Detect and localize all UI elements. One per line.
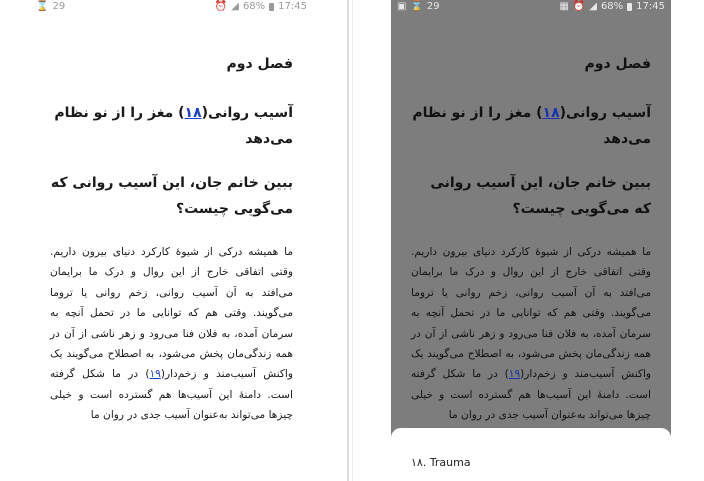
notification-count: 29 — [426, 1, 440, 12]
hourglass-icon: ⌛ — [36, 1, 49, 12]
footnote-link-18[interactable]: ۱۸ — [184, 105, 202, 121]
section-heading: آسیب روانی(۱۸) مغز را از نو نظام می‌دهد — [412, 105, 651, 147]
reader-screen-normal — [30, 0, 313, 481]
signal-icon: ◢ — [231, 1, 239, 12]
footnote-text: ۱۸. Trauma — [411, 456, 471, 469]
footnote-popup[interactable] — [391, 428, 671, 481]
battery-percent: 68% — [600, 1, 624, 12]
alarm-icon: ⏰ — [572, 1, 586, 12]
section-heading: آسیب روانی(۱۸) مغز را از نو نظام می‌دهد — [54, 105, 293, 147]
clock: 17:45 — [636, 1, 665, 12]
clock: 17:45 — [278, 1, 307, 12]
footnote-link-19[interactable]: ۱۹ — [508, 368, 521, 381]
status-bar — [30, 0, 313, 14]
footnote-link-18[interactable]: ۱۸ — [542, 105, 560, 121]
hourglass-icon: ⌛ — [410, 1, 423, 12]
chapter-title: فصل دوم — [226, 56, 293, 72]
signal-icon: ◢ — [589, 1, 597, 12]
battery-icon — [269, 3, 274, 11]
battery-percent: 68% — [242, 1, 266, 12]
alarm-icon: ⏰ — [214, 1, 228, 12]
chapter-title: فصل دوم — [584, 56, 651, 72]
battery-icon — [627, 3, 632, 11]
article-content — [411, 50, 651, 426]
question-heading: ببین خانم جان، این آسیب روانی که می‌گویی چیست؟ — [430, 175, 651, 217]
gallery-icon: ▣ — [397, 1, 407, 12]
screen-divider — [347, 0, 349, 481]
status-bar — [391, 0, 671, 14]
notification-count: 29 — [52, 1, 66, 12]
reader-screen-dimmed[interactable] — [391, 0, 671, 481]
article-content — [50, 50, 293, 426]
footnote-link-19[interactable]: ۱۹ — [149, 368, 161, 381]
body-paragraph: ما همیشه درکی از شیوهٔ کارکرد دنیای بیرون داریم. وقتی اتفاقی خارج از این روال و درک ما برایمان می‌افتد به آن آسیب روانی، زخم روانی یا تروما می‌گویند. وقتی هم که توانایی ما در تحمل آنچه به سرمان آمده، به فلان فنا می‌رود و زهر ناشی از آن در همه زندگی‌مان پخش می‌شود، به اصطلاح می‌گویند یک واکنش آسیب‌مند و زخم‌دار(۱۹) در ما شکل گرفته است. دامنهٔ این آسیب‌ها هم گسترده است و خیلی چیزها می‌تواند به‌عنوان آسیب جدی در روان ما — [411, 246, 652, 422]
screen-divider-shadow — [352, 0, 353, 481]
body-paragraph: ما همیشه درکی از شیوهٔ کارکرد دنیای بیرون داریم. وقتی اتفاقی خارج از این روال و درک ما برایمان می‌افتد به آن آسیب روانی، زخم روانی یا تروما می‌گویند. وقتی هم که توانایی ما در تحمل آنچه به سرمان آمده، به فلان فنا می‌رود و زهر ناشی از آن در همه زندگی‌مان پخش می‌شود، به اصطلاح می‌گویند یک واکنش آسیب‌مند و زخم‌دار(۱۹) در ما شکل گرفته است. دامنهٔ این آسیب‌ها هم گسترده است و خیلی چیزها می‌تواند به‌عنوان آسیب جدی در روان ما — [50, 246, 293, 422]
sim-icon: ▦ — [559, 1, 569, 12]
question-heading: ببین خانم جان، این آسیب روانی که می‌گویی چیست؟ — [50, 175, 293, 217]
